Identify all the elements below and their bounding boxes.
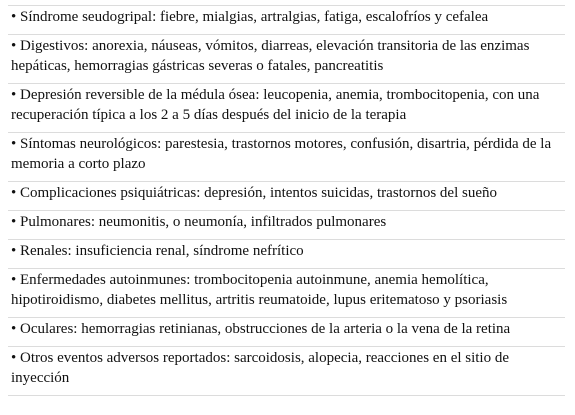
table-row bbox=[8, 269, 565, 318]
table-row bbox=[8, 6, 565, 35]
effect-cell-psychiatric: • Complicaciones psiquiátricas: depresión, intentos suicidas, trastornos del sueño bbox=[8, 182, 565, 211]
table-row bbox=[8, 182, 565, 211]
effect-cell-digestive: • Digestivos: anorexia, náuseas, vómitos, diarreas, elevación transitoria de las enzimas hepáticas, hemorragias gástricas severas o fatales, pancreatitis bbox=[8, 35, 565, 84]
table-row bbox=[8, 133, 565, 182]
adverse-effects-table bbox=[8, 5, 565, 396]
table-row bbox=[8, 35, 565, 84]
effect-cell-autoimmune: • Enfermedades autoinmunes: trombocitopenia autoinmune, anemia hemolítica, hipotiroidismo, diabetes mellitus, artritis reumatoide, lupus eritematoso y psoriasis bbox=[8, 269, 565, 318]
effect-cell-other: • Otros eventos adversos reportados: sarcoidosis, alopecia, reacciones en el sitio de inyección bbox=[8, 347, 565, 396]
table-row bbox=[8, 347, 565, 396]
table-row bbox=[8, 84, 565, 133]
effect-cell-neurological: • Síntomas neurológicos: parestesia, trastornos motores, confusión, disartria, pérdida de la memoria a corto plazo bbox=[8, 133, 565, 182]
effect-cell-renal: • Renales: insuficiencia renal, síndrome nefrítico bbox=[8, 240, 565, 269]
table-row bbox=[8, 240, 565, 269]
table-row bbox=[8, 318, 565, 347]
effect-cell-bone-marrow: • Depresión reversible de la médula ósea: leucopenia, anemia, trombocitopenia, con una recuperación típica a los 2 a 5 días después del inicio de la terapia bbox=[8, 84, 565, 133]
effect-cell-flu-like: • Síndrome seudogripal: fiebre, mialgias, artralgias, fatiga, escalofríos y cefalea bbox=[8, 6, 565, 35]
table-row bbox=[8, 211, 565, 240]
effect-cell-pulmonary: • Pulmonares: neumonitis, o neumonía, infiltrados pulmonares bbox=[8, 211, 565, 240]
effect-cell-ocular: • Oculares: hemorragias retinianas, obstrucciones de la arteria o la vena de la retina bbox=[8, 318, 565, 347]
adverse-effects-body bbox=[8, 6, 565, 396]
